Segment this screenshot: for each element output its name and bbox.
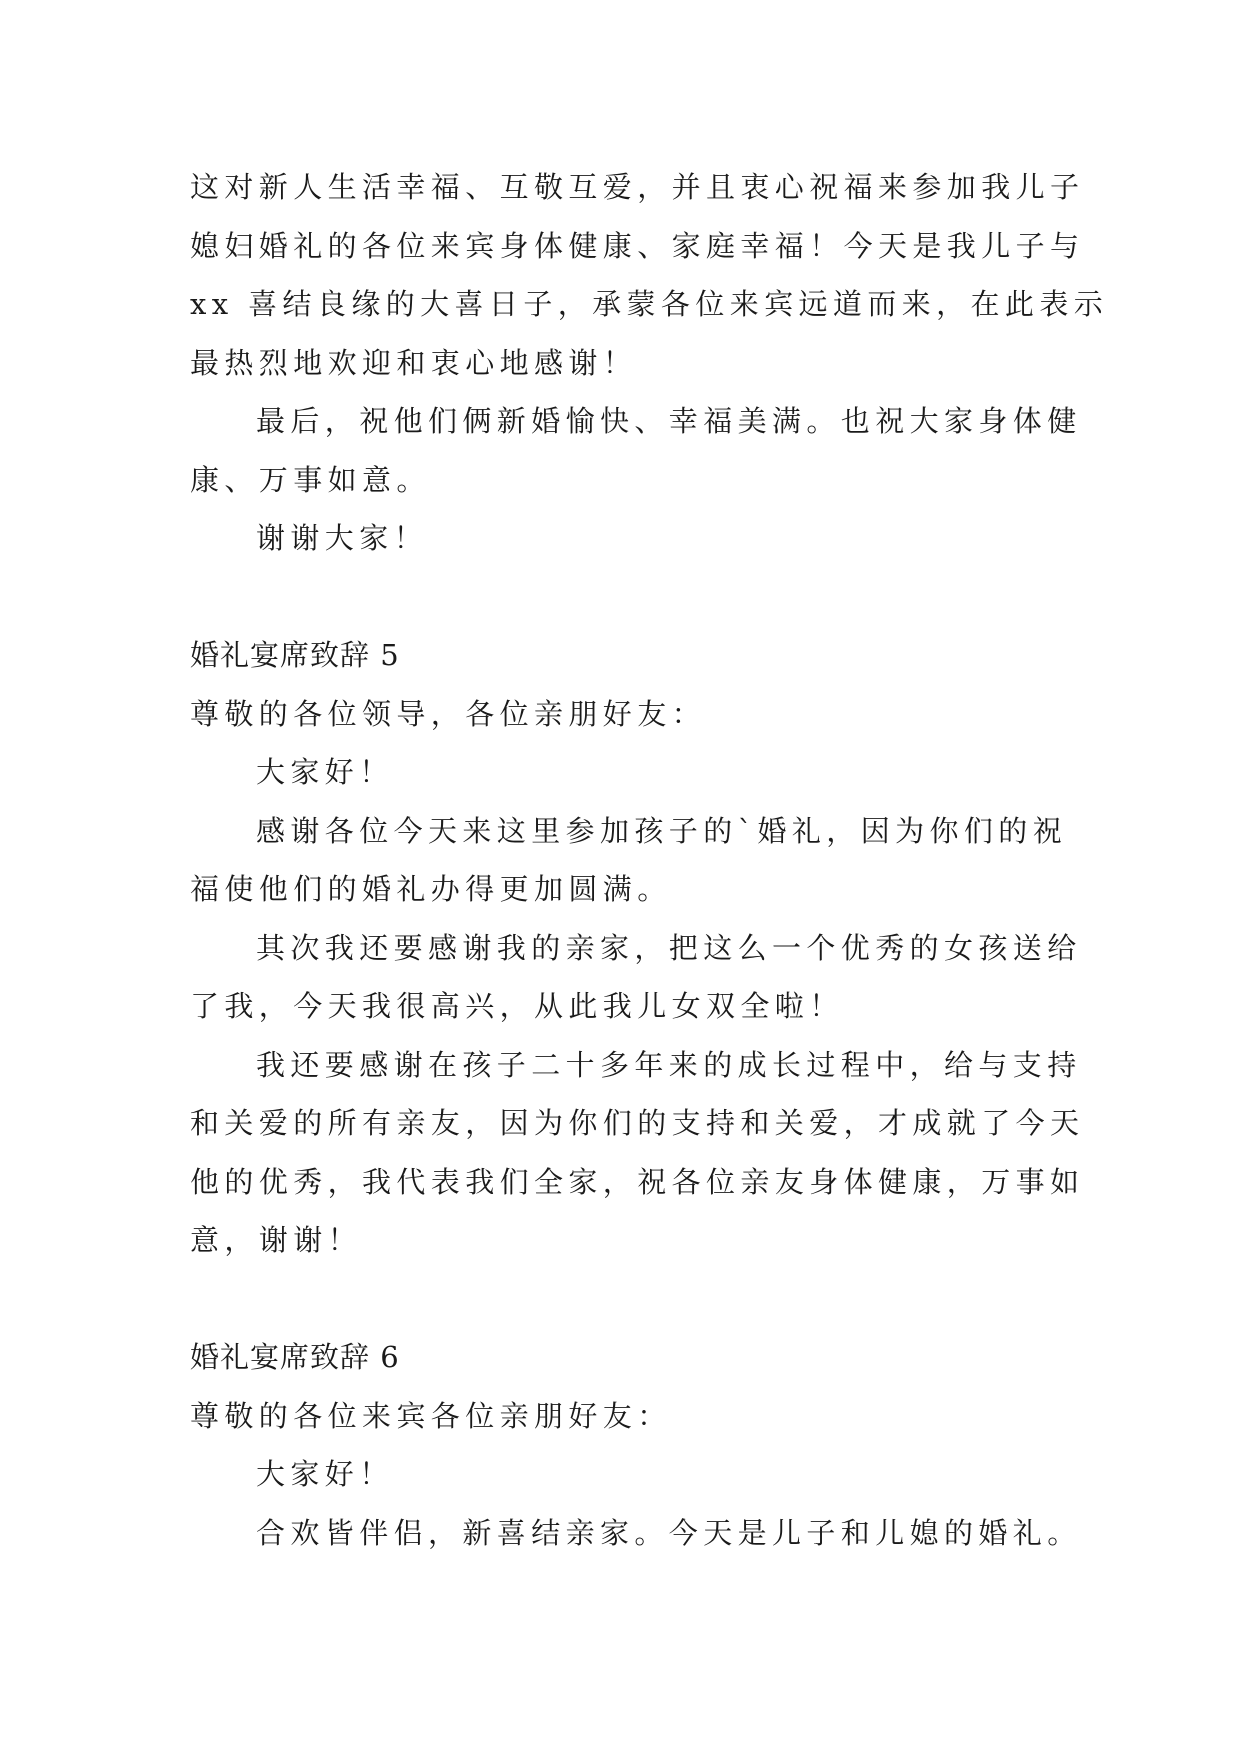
text-line: 感谢各位今天来这里参加孩子的`婚礼，因为你们的祝 (256, 813, 1068, 848)
text-line: 了我，今天我很高兴，从此我儿女双全啦！ (190, 989, 844, 1023)
salutation: 尊敬的各位领导，各位亲朋好友： (190, 696, 707, 731)
text-line: 康、万事如意。 (190, 462, 431, 497)
text-line: 福使他们的婚礼办得更加圆满。 (190, 872, 672, 906)
paragraph (190, 158, 1109, 392)
greeting: 大家好！ (256, 1457, 394, 1491)
text-line: 合欢皆伴侣，新喜结亲家。今天是儿子和儿媳的婚礼。 (256, 1515, 1082, 1550)
paragraph (190, 919, 1082, 1036)
paragraph (190, 802, 1070, 919)
section-spacer (190, 568, 1070, 627)
text-line: 我还要感谢在孩子二十多年来的成长过程中，给与支持 (256, 1047, 1082, 1082)
text-line: 最后，祝他们俩新婚愉快、幸福美满。也祝大家身体健 (256, 404, 1082, 438)
text-line: xx 喜结良缘的大喜日子，承蒙各位来宾远道而来，在此表示 (190, 287, 1109, 321)
greeting: 大家好！ (256, 755, 394, 789)
text-line: 意，谢谢！ (190, 1223, 363, 1257)
document-page (190, 158, 1109, 1562)
section-spacer (190, 1270, 1070, 1329)
paragraph (190, 1036, 1085, 1270)
closing-text: 谢谢大家！ (256, 521, 429, 555)
paragraph (190, 1504, 1082, 1563)
text-line: 他的优秀，我代表我们全家，祝各位亲友身体健康，万事如 (190, 1164, 1085, 1199)
text-line: 最热烈地欢迎和衷心地感谢！ (190, 345, 638, 380)
text-line: 媳妇婚礼的各位来宾身体健康、家庭幸福！今天是我儿子与 (190, 228, 1085, 263)
salutation: 尊敬的各位来宾各位亲朋好友： (190, 1398, 672, 1433)
text-line: 其次我还要感谢我的亲家，把这么一个优秀的女孩送给 (256, 930, 1082, 965)
text-line: 这对新人生活幸福、互敬互爱，并且衷心祝福来参加我儿子 (190, 170, 1085, 204)
section-title: 婚礼宴席致辞 5 (190, 638, 400, 672)
text-line: 和关爱的所有亲友，因为你们的支持和关爱，才成就了今天 (190, 1106, 1085, 1140)
section-title: 婚礼宴席致辞 6 (190, 1340, 400, 1374)
paragraph (190, 392, 1082, 509)
